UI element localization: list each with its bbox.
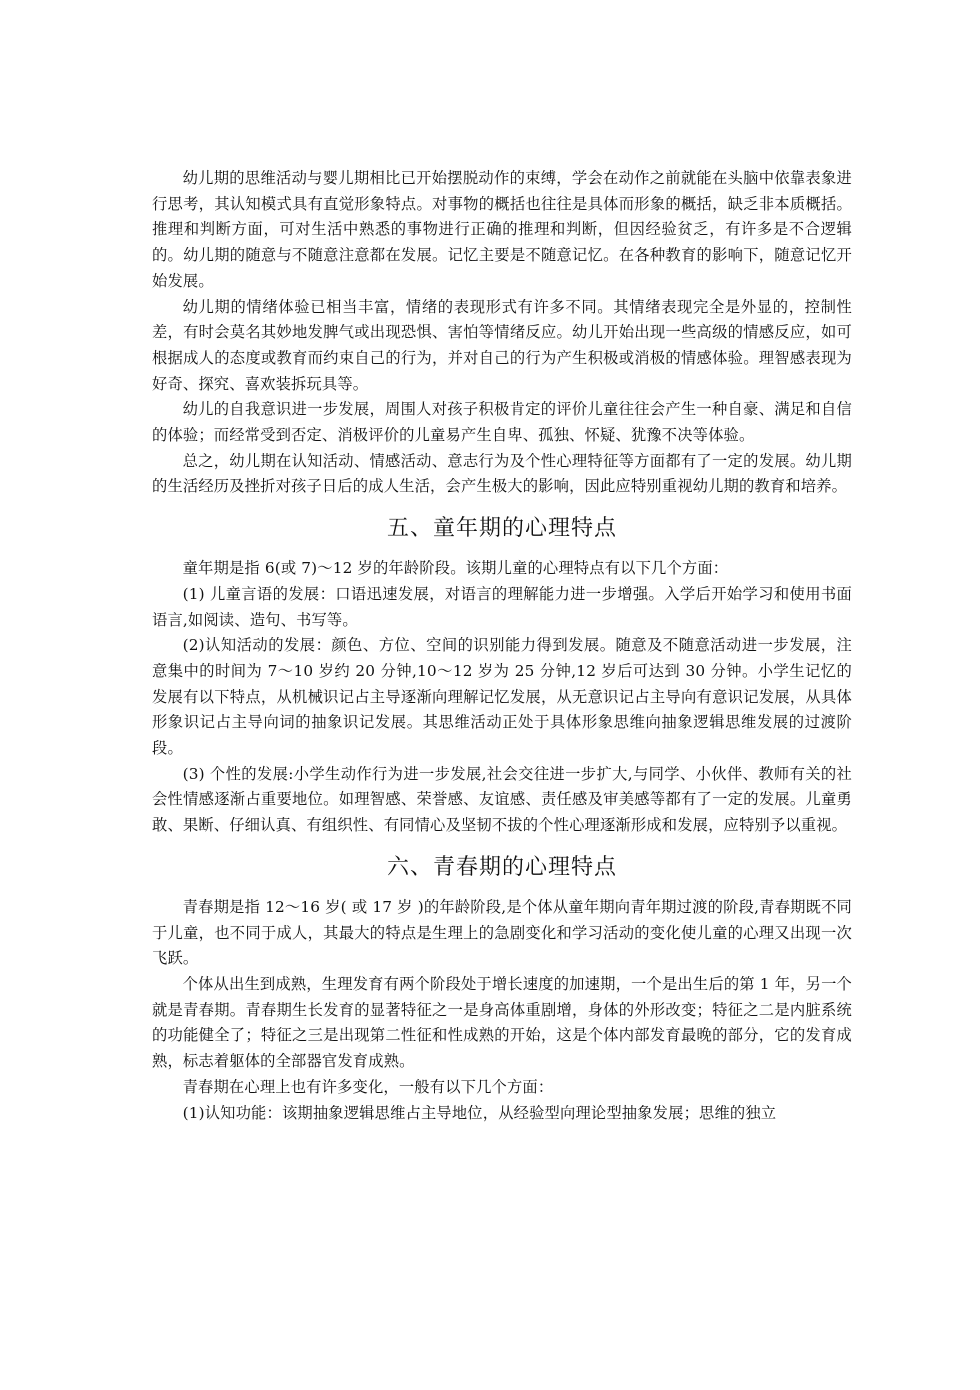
section-heading-childhood: 五、童年期的心理特点 bbox=[386, 516, 617, 542]
paragraph-childhood-personality: (3) 个性的发展:小学生动作行为进一步发展,社会交往进一步扩大,与同学、小伙伴、教师有关的社会性情感逐渐占重要地位。如理智感、荣誉感、友谊感、责任感及审美感等都有了一定的发展。儿童勇敢、果断、仔细认真、有组织性、有同情心及坚韧不拔的个性心理逐渐形成和发展，应特别予以重视。 bbox=[152, 764, 852, 835]
paragraph-thinking: 幼儿期的思维活动与婴儿期相比已开始摆脱动作的束缚，学会在动作之前就能在头脑中依靠表象进行思考，其认知模式具有直觉形象特点。对事物的概括也往往是具体而形象的概括，缺乏非本质概括。推理和判断方面，可对生活中熟悉的事物进行正确的推理和判断，但因经验贫乏，有许多是不合逻辑的。幼儿期的随意与不随意注意都在发展。记忆主要是不随意记忆。在各种教育的影响下，随意记忆开始发展。 bbox=[152, 169, 852, 290]
paragraph-childhood-intro: 童年期是指 6(或 7)～12 岁的年龄阶段。该期儿童的心理特点有以下几个方面： bbox=[182, 559, 729, 578]
document-body bbox=[152, 166, 852, 1126]
paragraph-childhood-cognition: (2)认知活动的发展：颜色、方位、空间的识别能力得到发展。随意及不随意活动进一步发展，注意集中的时间为 7～10 岁约 20 分钟,10～12 岁为 25 分钟,12 岁后可达到 30 分钟。小学生记忆的发展有以下特点，从机械识记占主导逐渐向理解记忆发展，从无意识记占主导向有意识记发展，从具体形象识记占主导向词的抽象识记发展。其思维活动正处于具体形象思维向抽象逻辑思维发展的过渡阶段。 bbox=[152, 636, 852, 758]
paragraph-self-awareness: 幼儿的自我意识进一步发展，周围人对孩子积极肯定的评价儿童往往会产生一种自豪、满足和自信的体验；而经常受到否定、消极评价的儿童易产生自卑、孤独、怀疑、犹豫不决等体验。 bbox=[152, 400, 852, 445]
paragraph-adolescence-intro: 青春期是指 12～16 岁( 或 17 岁 )的年龄阶段,是个体从童年期向青年期过渡的阶段,青春期既不同于儿童，也不同于成人，其最大的特点是生理上的急剧变化和学习活动的变化使儿童的心理又出现一次飞跃。 bbox=[152, 897, 852, 968]
paragraph-adolescence-physiology: 个体从出生到成熟，生理发育有两个阶段处于增长速度的加速期，一个是出生后的第 1 年，另一个就是青春期。青春期生长发育的显著特征之一是身高体重剧增，身体的外形改变；特征之二是内脏系统的功能健全了；特征之三是出现第二性征和性成熟的开始，这是个体内部发育最晚的部分，它的发育成熟，标志着躯体的全部器官发育成熟。 bbox=[152, 974, 852, 1071]
paragraph-adolescence-cognition: (1)认知功能：该期抽象逻辑思维占主导地位，从经验型向理论型抽象发展；思维的独立 bbox=[182, 1103, 777, 1122]
paragraph-adolescence-changes: 青春期在心理上也有许多变化，一般有以下几个方面： bbox=[182, 1077, 554, 1096]
paragraph-childhood-language: (1) 儿童言语的发展：口语迅速发展，对语言的理解能力进一步增强。入学后开始学习和使用书面语言,如阅读、造句、书写等。 bbox=[152, 584, 852, 629]
paragraph-emotion: 幼儿期的情绪体验已相当丰富，情绪的表现形式有许多不同。其情绪表现完全是外显的，控制性差，有时会莫名其妙地发脾气或出现恐惧、害怕等情绪反应。幼儿开始出现一些高级的情感反应，如可根据成人的态度或教育而约束自己的行为，并对自己的行为产生积极或消极的情感体验。理智感表现为好奇、探究、喜欢装拆玩具等。 bbox=[152, 297, 852, 393]
paragraph-summary: 总之，幼儿期在认知活动、情感活动、意志行为及个性心理特征等方面都有了一定的发展。幼儿期的生活经历及挫折对孩子日后的成人生活，会产生极大的影响，因此应特别重视幼儿期的教育和培养。 bbox=[152, 451, 852, 496]
section-heading-adolescence: 六、青春期的心理特点 bbox=[386, 854, 617, 880]
